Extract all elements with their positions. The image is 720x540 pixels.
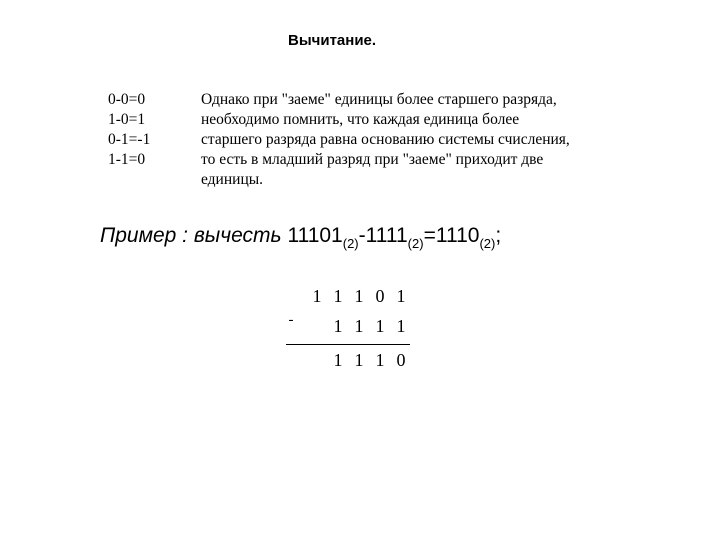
minuend-digit: 1 <box>396 286 406 306</box>
rule-0-0: 0-0=0 <box>108 91 146 108</box>
subtrahend-digit: 1 <box>375 316 385 336</box>
result-digit: 1 <box>354 350 364 370</box>
example-end: ; <box>495 224 502 247</box>
example-minuend: 11101 <box>287 224 343 247</box>
example-line <box>100 224 502 251</box>
example-equals: = <box>423 224 436 247</box>
rule-1-1: 1-1=0 <box>108 151 146 168</box>
note-line: старшего разряда равна основанию системы счисления, <box>201 131 570 148</box>
sum-line <box>286 344 410 345</box>
rule-1-0: 1-0=1 <box>108 111 146 128</box>
base-subscript: (2) <box>407 236 424 251</box>
result-digit: 0 <box>396 350 406 370</box>
example-subtrahend: 1111 <box>365 224 408 247</box>
example-result: 1110 <box>435 224 480 247</box>
note-line: единицы. <box>201 171 264 188</box>
subtrahend-digit: 1 <box>333 316 343 336</box>
note-line: необходимо помнить, что каждая единица более <box>201 111 520 128</box>
subtrahend-digit: 1 <box>354 316 364 336</box>
example-label: Пример : вычесть <box>100 224 282 247</box>
base-subscript: (2) <box>479 236 496 251</box>
slide-title: Вычитание. <box>288 32 377 49</box>
minuend-digit: 1 <box>333 286 343 306</box>
subtraction-rules <box>108 90 150 170</box>
note-line: Однако при "заеме" единицы более старшего разряда, <box>201 91 557 108</box>
minus-operator: - <box>288 312 294 328</box>
result-digit: 1 <box>333 350 343 370</box>
minuend-digit: 1 <box>312 286 322 306</box>
minuend-digit: 0 <box>375 286 385 306</box>
example-minus: - <box>358 224 366 247</box>
base-subscript: (2) <box>342 236 359 251</box>
subtrahend-digit: 1 <box>396 316 406 336</box>
rule-0-1: 0-1=-1 <box>108 131 151 148</box>
borrow-note <box>201 90 641 190</box>
minuend-digit: 1 <box>354 286 364 306</box>
result-digit: 1 <box>375 350 385 370</box>
note-line: то есть в младший разряд при "заеме" приходит две <box>201 151 544 168</box>
